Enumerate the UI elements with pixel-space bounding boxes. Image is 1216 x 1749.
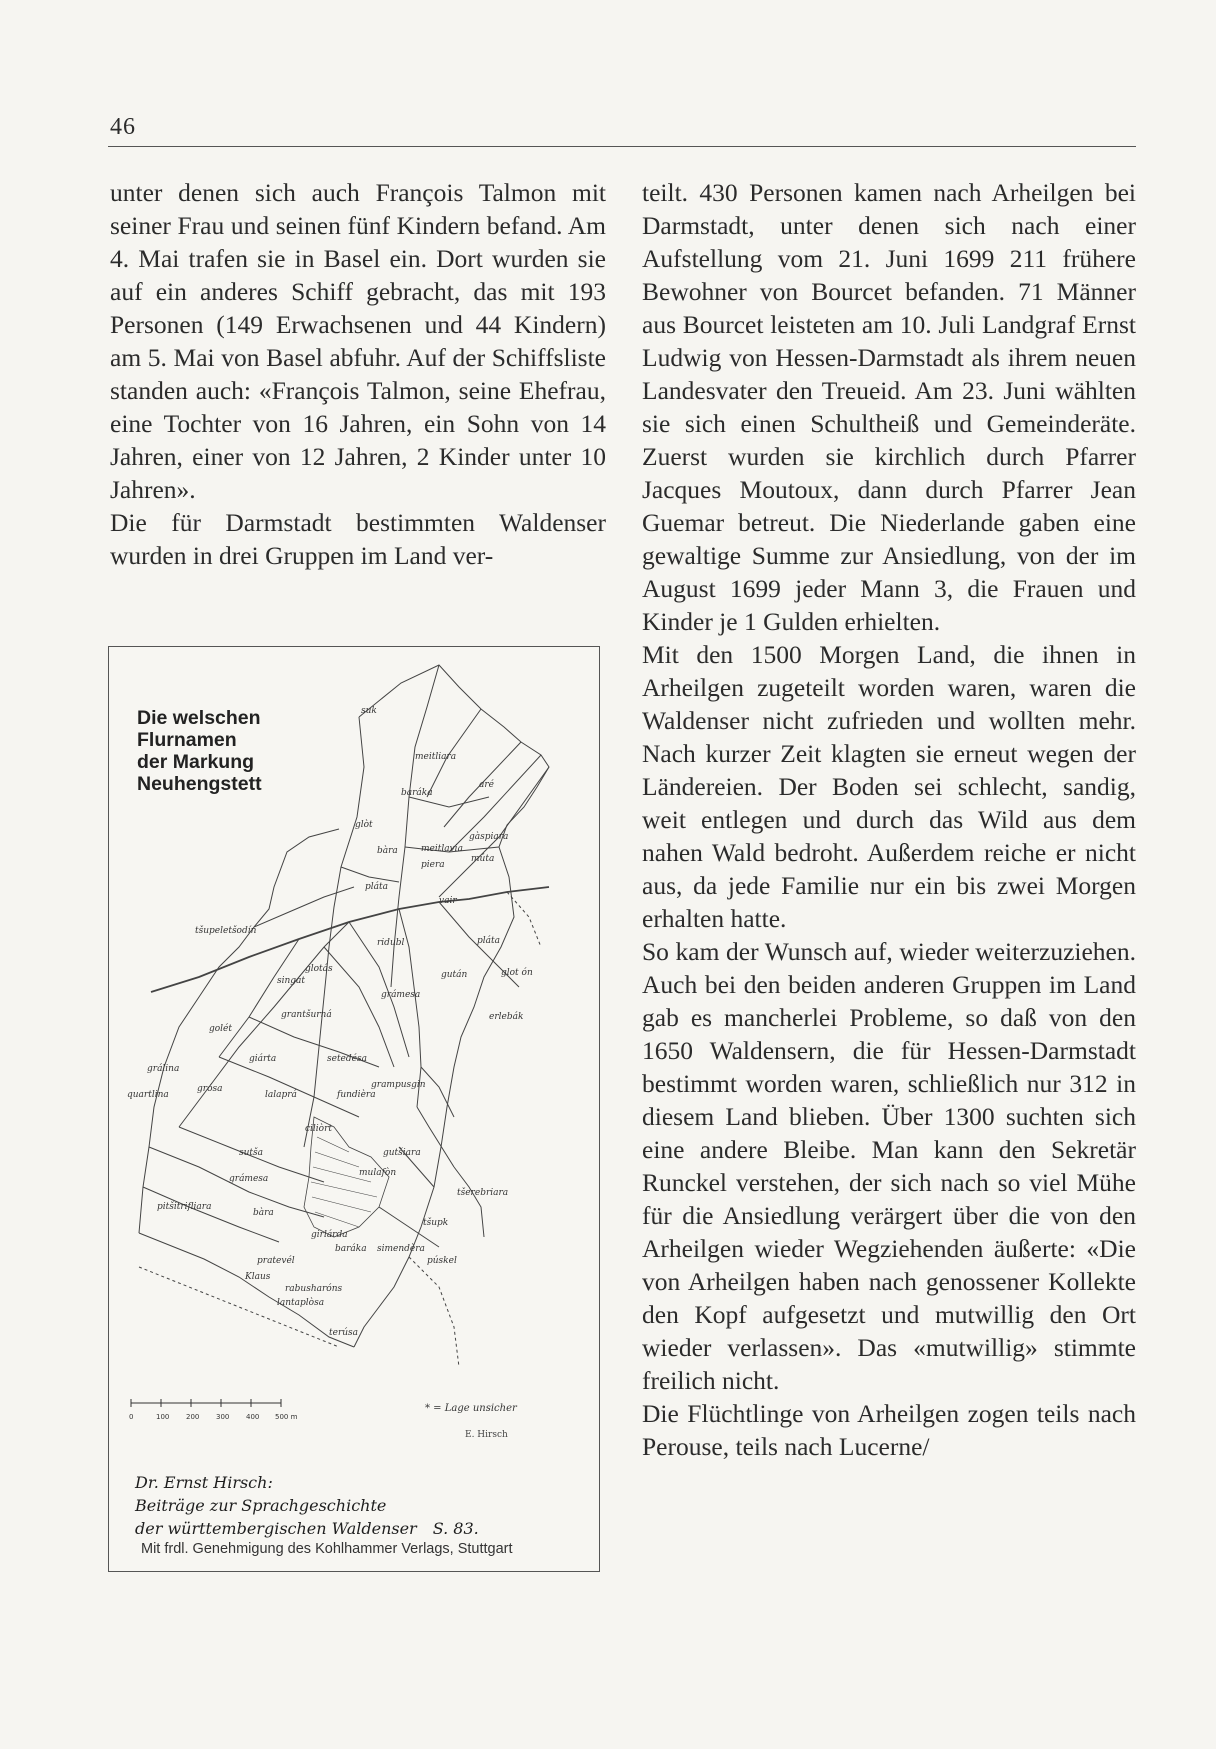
handwritten-note (135, 1471, 479, 1540)
map-label: lantaplòsa (277, 1298, 325, 1308)
paragraph: Mit den 1500 Morgen Land, die ihnen in Arheilgen zugeteilt worden waren, waren die Waldenser nicht zufrieden und wollten mehr. Nach kurzer Zeit klagten sie erneut wegen der Ländereien. Der Boden sei schlecht, sandig, weit entlegen und durch das Wild aus dem nahen Wald bedroht. Außerdem reiche er nicht aus, da jede Familie nur ein bis zwei Morgen erhalten hatte. (642, 640, 1136, 933)
map-label: giárta (249, 1054, 277, 1064)
map-label: piera (421, 860, 445, 870)
map-label: múta (471, 854, 495, 864)
map-label: pláta (365, 882, 388, 892)
map-label: singát (277, 976, 306, 986)
map-label: fundièra (337, 1090, 376, 1100)
map-label: simendèra (377, 1244, 425, 1254)
map-label: quartlina (127, 1090, 169, 1100)
map-label: gutšiara (383, 1148, 421, 1158)
scale-tick-label: 500 m (275, 1413, 298, 1421)
map-label: meitlavia (421, 844, 463, 854)
map-label: sutša (239, 1148, 264, 1158)
map-figure (108, 646, 600, 1572)
handwritten-line: Beiträge zur Sprachgeschichte (135, 1496, 387, 1515)
scale-tick-label: 200 (186, 1413, 200, 1421)
map-label: mulafòn (359, 1168, 397, 1178)
scale-tick-label: 400 (246, 1413, 260, 1421)
map-label: tšupeletšodín (195, 926, 257, 936)
map-label: ridubl (377, 938, 405, 948)
map-label: grampusgin (371, 1080, 426, 1090)
map-label: tšerebriara (457, 1188, 509, 1198)
paragraph: So kam der Wunsch auf, wieder weiterzuziehen. Auch bei den beiden anderen Gruppen im Land gab es mancherlei Probleme, so daß von den 1650 Waldensern, die für Hessen-Darmstadt bestimmt worden waren, schließlich nur 312 in diesem Land blieben. Über 1300 suchten sich eine andere Bleibe. Man kann den Sekretär Runckel verstehen, der sich nach so viel Mühe für die Ansiedlung verärgert über die von den Arheilgen wieder Wegziehenden äußerte: «Die von Arheilgen haben nach genossener Kollekte den Kopf aufgesetzt und mutwillig den Ort wieder verlassen». Das «mutwillig» stimmte freilich nicht. (642, 937, 1136, 1395)
map-label: pitšitrifliara (157, 1202, 212, 1212)
map-label: suk (361, 706, 377, 716)
map-label: gàspiara (469, 832, 509, 842)
map-label: meitliara (415, 752, 457, 762)
map-label: glot ón (501, 968, 533, 978)
map-label: pláta (477, 936, 500, 946)
map-label: baráka (401, 788, 433, 798)
left-column (110, 176, 606, 572)
map-label: vair (439, 896, 457, 906)
map-label: grámesa (381, 990, 421, 1000)
map-label: grámesa (229, 1174, 269, 1184)
figure-title-line: Flurnamen (137, 729, 237, 751)
map-legend-note: * = Lage unsicher (425, 1403, 517, 1414)
scale-bar (131, 1397, 321, 1423)
paragraph: Die für Darmstadt bestimmten Waldenser wurden in drei Gruppen im Land ver- (110, 508, 606, 570)
map-label: glotás (305, 964, 333, 974)
map-boundary (139, 927, 254, 1233)
page-number: 46 (110, 114, 136, 140)
header-rule (108, 146, 1136, 147)
scale-tick-label: 0 (129, 1413, 134, 1421)
handwritten-line: Dr. Ernst Hirsch: (135, 1473, 273, 1492)
handwritten-text: der württembergischen Waldenser (135, 1519, 417, 1538)
map-label: púskel (427, 1256, 457, 1266)
map-label: erlebák (489, 1012, 524, 1022)
scale-tick-label: 300 (216, 1413, 230, 1421)
map-label: setedésa (327, 1054, 367, 1064)
scale-tick-label: 100 (156, 1413, 170, 1421)
map-label: bàra (253, 1208, 274, 1218)
figure-title (137, 707, 262, 795)
map-label: baráka (335, 1244, 367, 1254)
figure-title-line: Die welschen (137, 707, 261, 729)
map-label: pratevél (257, 1256, 295, 1266)
figure-caption: Mit frdl. Genehmigung des Kohlhammer Verlags, Stuttgart (141, 1541, 513, 1557)
map-label: gután (441, 970, 468, 980)
map-label: lalaprá (265, 1090, 297, 1100)
map-label: bàra (377, 846, 398, 856)
map-label: ciliòrt (305, 1124, 333, 1134)
handwritten-line (135, 1517, 479, 1540)
figure-title-line: der Markung (137, 751, 255, 773)
paragraph: teilt. 430 Personen kamen nach Arheilgen bei Darmstadt, unter denen sich nach einer Aufstellung vom 21. Juni 1699 211 frühere Bewohner von Bourcet befanden. 71 Männer aus Bourcet leisteten am 10. Juli Landgraf Ernst Ludwig von Hessen-Darmstadt als ihrem neuen Landesvater den Treueid. Am 23. Juni wählten sie sich einen Schultheiß und Gemeinderäte. Zuerst wurden sie kirchlich durch Pfarrer Jacques Moutoux, dann durch Pfarrer Jean Guemar betreut. Die Niederlande gaben eine gewaltige Summe zur Ansiedlung, von der im August 1699 jeder Mann 3, die Frauen und Kinder je 1 Gulden erhielten. (642, 178, 1136, 636)
map-author: E. Hirsch (465, 1430, 508, 1440)
map-label: grálina (147, 1064, 180, 1074)
paragraph: unter denen sich auch François Talmon mit seiner Frau und seinen fünf Kindern befand. Am 4. Mai trafen sie in Basel ein. Dort wurden sie auf ein anderes Schiff gebracht, das mit 193 Personen (149 Erwachsenen und 44 Kindern) am 5. Mai von Basel abfuhr. Auf der Schiffsliste standen auch: «François Talmon, seine Ehefrau, eine Tochter von 16 Jahren, ein Sohn von 14 Jahren, einer von 12 Jahren, 2 Kinder unter 10 Jahren». (110, 178, 606, 504)
map-label: Klaus (245, 1272, 271, 1282)
map-label: rabusharóns (285, 1284, 343, 1294)
map-label: terúsa (329, 1328, 359, 1338)
right-column (642, 176, 1136, 1463)
map-label: aré (479, 780, 494, 790)
map-label: tšupk (423, 1218, 449, 1228)
map-label: golét (209, 1024, 233, 1034)
map-label: girlárda (311, 1230, 348, 1240)
map-label: grósa (197, 1084, 223, 1094)
figure-title-line: Neuhengstett (137, 773, 262, 795)
map-label: grantšurná (281, 1010, 332, 1020)
map-label: glòt (355, 820, 373, 830)
handwritten-page-ref: S. 83. (432, 1519, 479, 1538)
paragraph: Die Flüchtlinge von Arheilgen zogen teils nach Perouse, teils nach Lucerne/ (642, 1399, 1136, 1461)
